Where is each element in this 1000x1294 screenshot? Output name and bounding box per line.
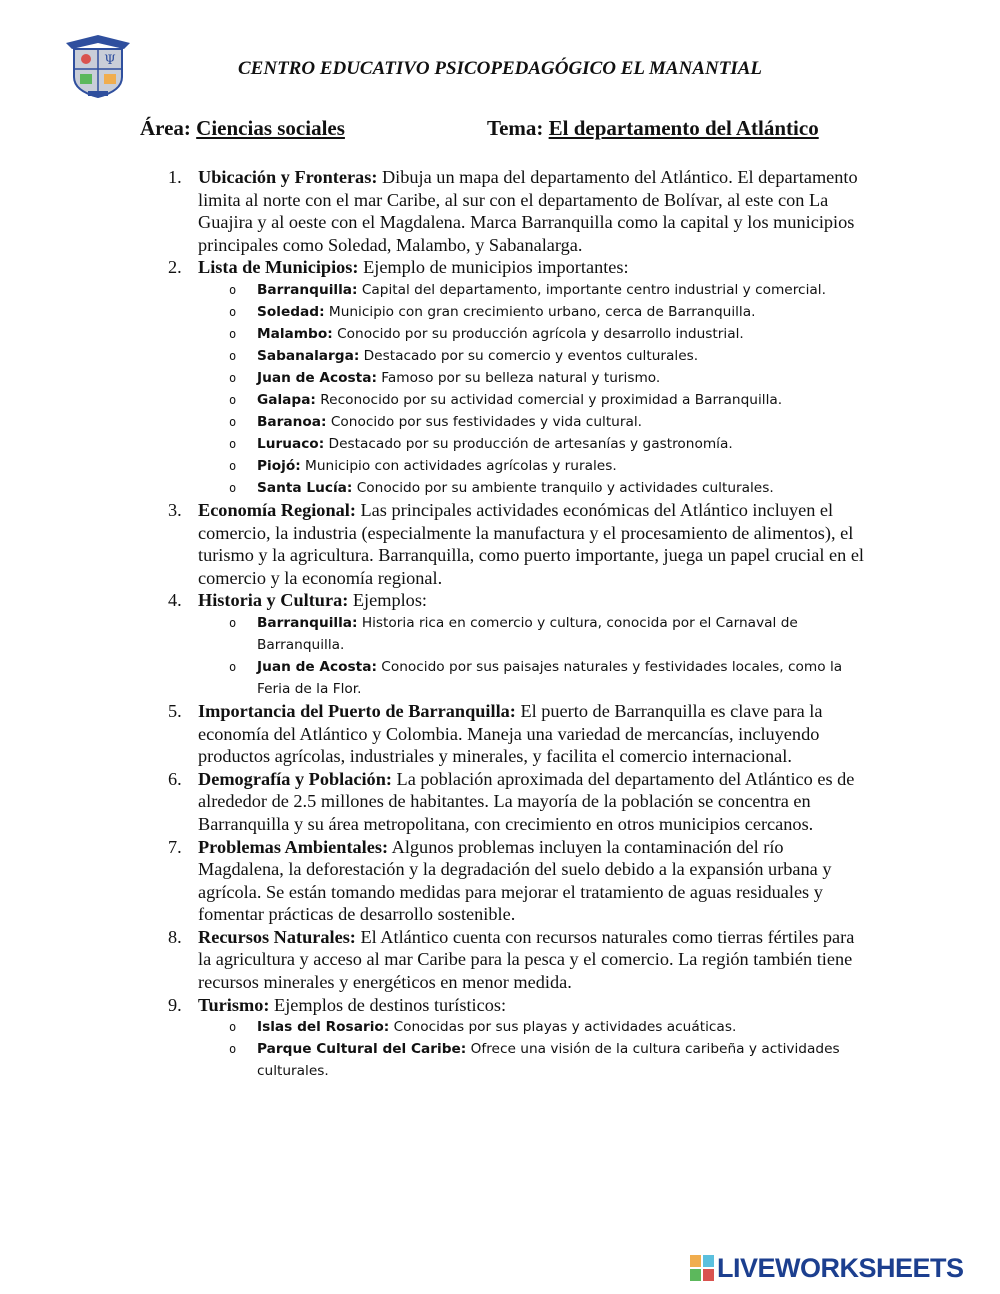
- bullet-marker: o: [229, 326, 237, 341]
- sub-item-text: Conocido por sus paisajes naturales y festividades locales, como la Feria de la Flor.: [257, 658, 843, 697]
- bullet-marker: o: [229, 414, 237, 429]
- area-value: Ciencias sociales: [196, 116, 345, 140]
- sub-list: [198, 279, 865, 499]
- item-text: Ejemplos:: [348, 590, 428, 611]
- item-text: El puerto de Barranquilla es clave para la economía del Atlántico y Colombia. Maneja una variedad de mercancías, incluyendo productos agrícolas, industriales y minerales, y facilita el comercio internacional.: [198, 700, 823, 767]
- tema-heading: [487, 116, 819, 141]
- sub-item-title: Santa Lucía:: [257, 479, 353, 496]
- school-name: CENTRO EDUCATIVO PSICOPEDAGÓGICO EL MANANTIAL: [238, 58, 762, 79]
- bullet-marker: o: [229, 1020, 237, 1035]
- liveworksheets-logo-icon: [690, 1255, 714, 1281]
- bullet-marker: o: [229, 1042, 237, 1057]
- sub-item-text: Destacado por su comercio y eventos culturales.: [359, 347, 699, 364]
- item-title: Historia y Cultura:: [198, 590, 349, 611]
- item-title: Ubicación y Fronteras:: [198, 167, 378, 187]
- list-item: [160, 166, 865, 256]
- sub-item-title: Juan de Acosta:: [257, 658, 377, 675]
- item-number: 8.: [168, 926, 182, 947]
- item-text: Las principales actividades económicas del Atlántico incluyen el comercio, la industria (especialmente la manufactura y el procesamiento de alimentos), el turismo y la agricultura. Barranquilla, como puerto importante, juega un papel crucial en el comercio y la economía regional.: [198, 499, 865, 588]
- sub-item-title: Luruaco:: [257, 435, 325, 452]
- tema-value: El departamento del Atlántico: [548, 116, 819, 140]
- sub-list-item: [198, 477, 865, 499]
- bullet-marker: o: [229, 458, 237, 473]
- list-item: [160, 499, 865, 589]
- item-number: 2.: [168, 257, 182, 278]
- sub-list: [198, 612, 865, 700]
- list-item: [160, 589, 865, 700]
- sub-list-item: [198, 656, 865, 700]
- bullet-marker: o: [229, 436, 237, 451]
- list-item: [160, 256, 865, 499]
- sub-item-title: Piojó:: [257, 457, 301, 474]
- item-number: 6.: [168, 768, 182, 789]
- item-number: 4.: [168, 590, 182, 611]
- bullet-marker: o: [229, 282, 237, 297]
- bullet-marker: o: [229, 304, 237, 319]
- sub-item-text: Ofrece una visión de la cultura caribeña y actividades culturales.: [257, 1041, 840, 1080]
- item-title: Problemas Ambientales:: [198, 836, 389, 857]
- sub-list-item: [198, 323, 865, 345]
- sub-item-text: Conocido por su ambiente tranquilo y actividades culturales.: [352, 479, 774, 496]
- item-number: 1.: [168, 167, 182, 187]
- sub-item-title: Juan de Acosta:: [257, 369, 377, 386]
- item-title: Economía Regional:: [198, 499, 356, 520]
- sub-item-text: Conocido por sus festividades y vida cultural.: [326, 413, 643, 430]
- list-item: [160, 926, 865, 994]
- sub-item-title: Barranquilla:: [257, 281, 358, 298]
- item-text: Algunos problemas incluyen la contaminación del río Magdalena, la deforestación y la degradación del suelo debido a la expansión urbana y agrícola. Se están tomando medidas para mejorar el tratamiento de aguas residuales y fomentar prácticas de desarrollo sostenible.: [198, 836, 832, 925]
- item-title: Demografía y Población:: [198, 768, 392, 789]
- activity-list: [160, 166, 865, 1082]
- sub-list-item: [198, 433, 865, 455]
- bullet-marker: o: [229, 659, 237, 674]
- sub-list-item: [198, 612, 865, 656]
- sub-list-item: [198, 301, 865, 323]
- sub-item-text: Famoso por su belleza natural y turismo.: [376, 369, 661, 386]
- area-heading: [140, 116, 345, 141]
- sub-item-title: Baranoa:: [257, 413, 327, 430]
- sub-item-title: Barranquilla:: [257, 614, 358, 631]
- sub-list-item: [198, 1038, 865, 1082]
- sub-item-text: Municipio con gran crecimiento urbano, cerca de Barranquilla.: [324, 303, 756, 320]
- sub-item-title: Galapa:: [257, 391, 316, 408]
- sub-list-item: [198, 367, 865, 389]
- item-title: Turismo:: [198, 994, 270, 1015]
- sub-list-item: [198, 389, 865, 411]
- sub-item-text: Destacado por su producción de artesanías y gastronomía.: [324, 435, 733, 452]
- bullet-marker: o: [229, 615, 237, 630]
- sub-list-item: [198, 279, 865, 301]
- sub-item-title: Malambo:: [257, 325, 333, 342]
- list-item: [160, 768, 865, 836]
- item-title: Lista de Municipios:: [198, 257, 359, 278]
- sub-list-item: [198, 455, 865, 477]
- bullet-marker: o: [229, 392, 237, 407]
- list-item: [160, 700, 865, 768]
- bullet-marker: o: [229, 348, 237, 363]
- sub-item-title: Sabanalarga:: [257, 347, 360, 364]
- item-text: El Atlántico cuenta con recursos naturales como tierras fértiles para la agricultura y acceso al mar Caribe para la pesca y el comercio. La región también tiene recursos minerales y energéticos en menor medida.: [198, 926, 855, 993]
- item-number: 7.: [168, 836, 182, 857]
- list-item: [160, 994, 865, 1083]
- sub-item-text: Reconocido por su actividad comercial y proximidad a Barranquilla.: [315, 391, 783, 408]
- sub-list-item: [198, 411, 865, 433]
- liveworksheets-brand: LIVEWORKSHEETS: [717, 1252, 964, 1283]
- sub-item-text: Historia rica en comercio y cultura, conocida por el Carnaval de Barranquilla.: [257, 614, 798, 653]
- sub-item-title: Parque Cultural del Caribe:: [257, 1041, 467, 1058]
- sub-item-title: Islas del Rosario:: [257, 1019, 390, 1036]
- sub-item-text: Municipio con actividades agrícolas y rurales.: [300, 457, 617, 474]
- list-item: [160, 836, 865, 926]
- item-text: Ejemplos de destinos turísticos:: [269, 994, 507, 1015]
- item-text: Dibuja un mapa del departamento del Atlántico. El departamento limita al norte con el mar Caribe, al sur con el departamento de Bolívar, al este con La Guajira y al oeste con el Magdalena. Marca Barranquilla como la capital y los municipios principales como Soledad, Malambo, y Sabanalarga.: [198, 167, 858, 255]
- sub-list: [198, 1016, 865, 1082]
- item-text: La población aproximada del departamento del Atlántico es de alrededor de 2.5 millones de habitantes. La mayoría de la población se concentra en Barranquilla y su área metropolitana, con crecimiento en otros municipios cercanos.: [198, 768, 855, 834]
- svg-text:Ψ: Ψ: [104, 53, 116, 68]
- sub-item-text: Conocido por su producción agrícola y desarrollo industrial.: [332, 325, 744, 342]
- item-number: 9.: [168, 994, 182, 1015]
- sub-list-item: [198, 345, 865, 367]
- bullet-marker: o: [229, 480, 237, 495]
- item-number: 5.: [168, 700, 182, 721]
- item-title: Recursos Naturales:: [198, 926, 356, 947]
- sub-item-text: Capital del departamento, importante centro industrial y comercial.: [357, 281, 826, 298]
- item-number: 3.: [168, 499, 182, 520]
- item-text: Ejemplo de municipios importantes:: [358, 257, 629, 278]
- bullet-marker: o: [229, 370, 237, 385]
- sub-item-text: Conocidas por sus playas y actividades acuáticas.: [389, 1019, 737, 1036]
- tema-label: Tema:: [487, 116, 544, 140]
- liveworksheets-footer: [690, 1254, 964, 1282]
- sub-item-title: Soledad:: [257, 303, 325, 320]
- sub-list-item: [198, 1016, 865, 1038]
- item-title: Importancia del Puerto de Barranquilla:: [198, 700, 516, 721]
- area-label: Área:: [140, 116, 191, 140]
